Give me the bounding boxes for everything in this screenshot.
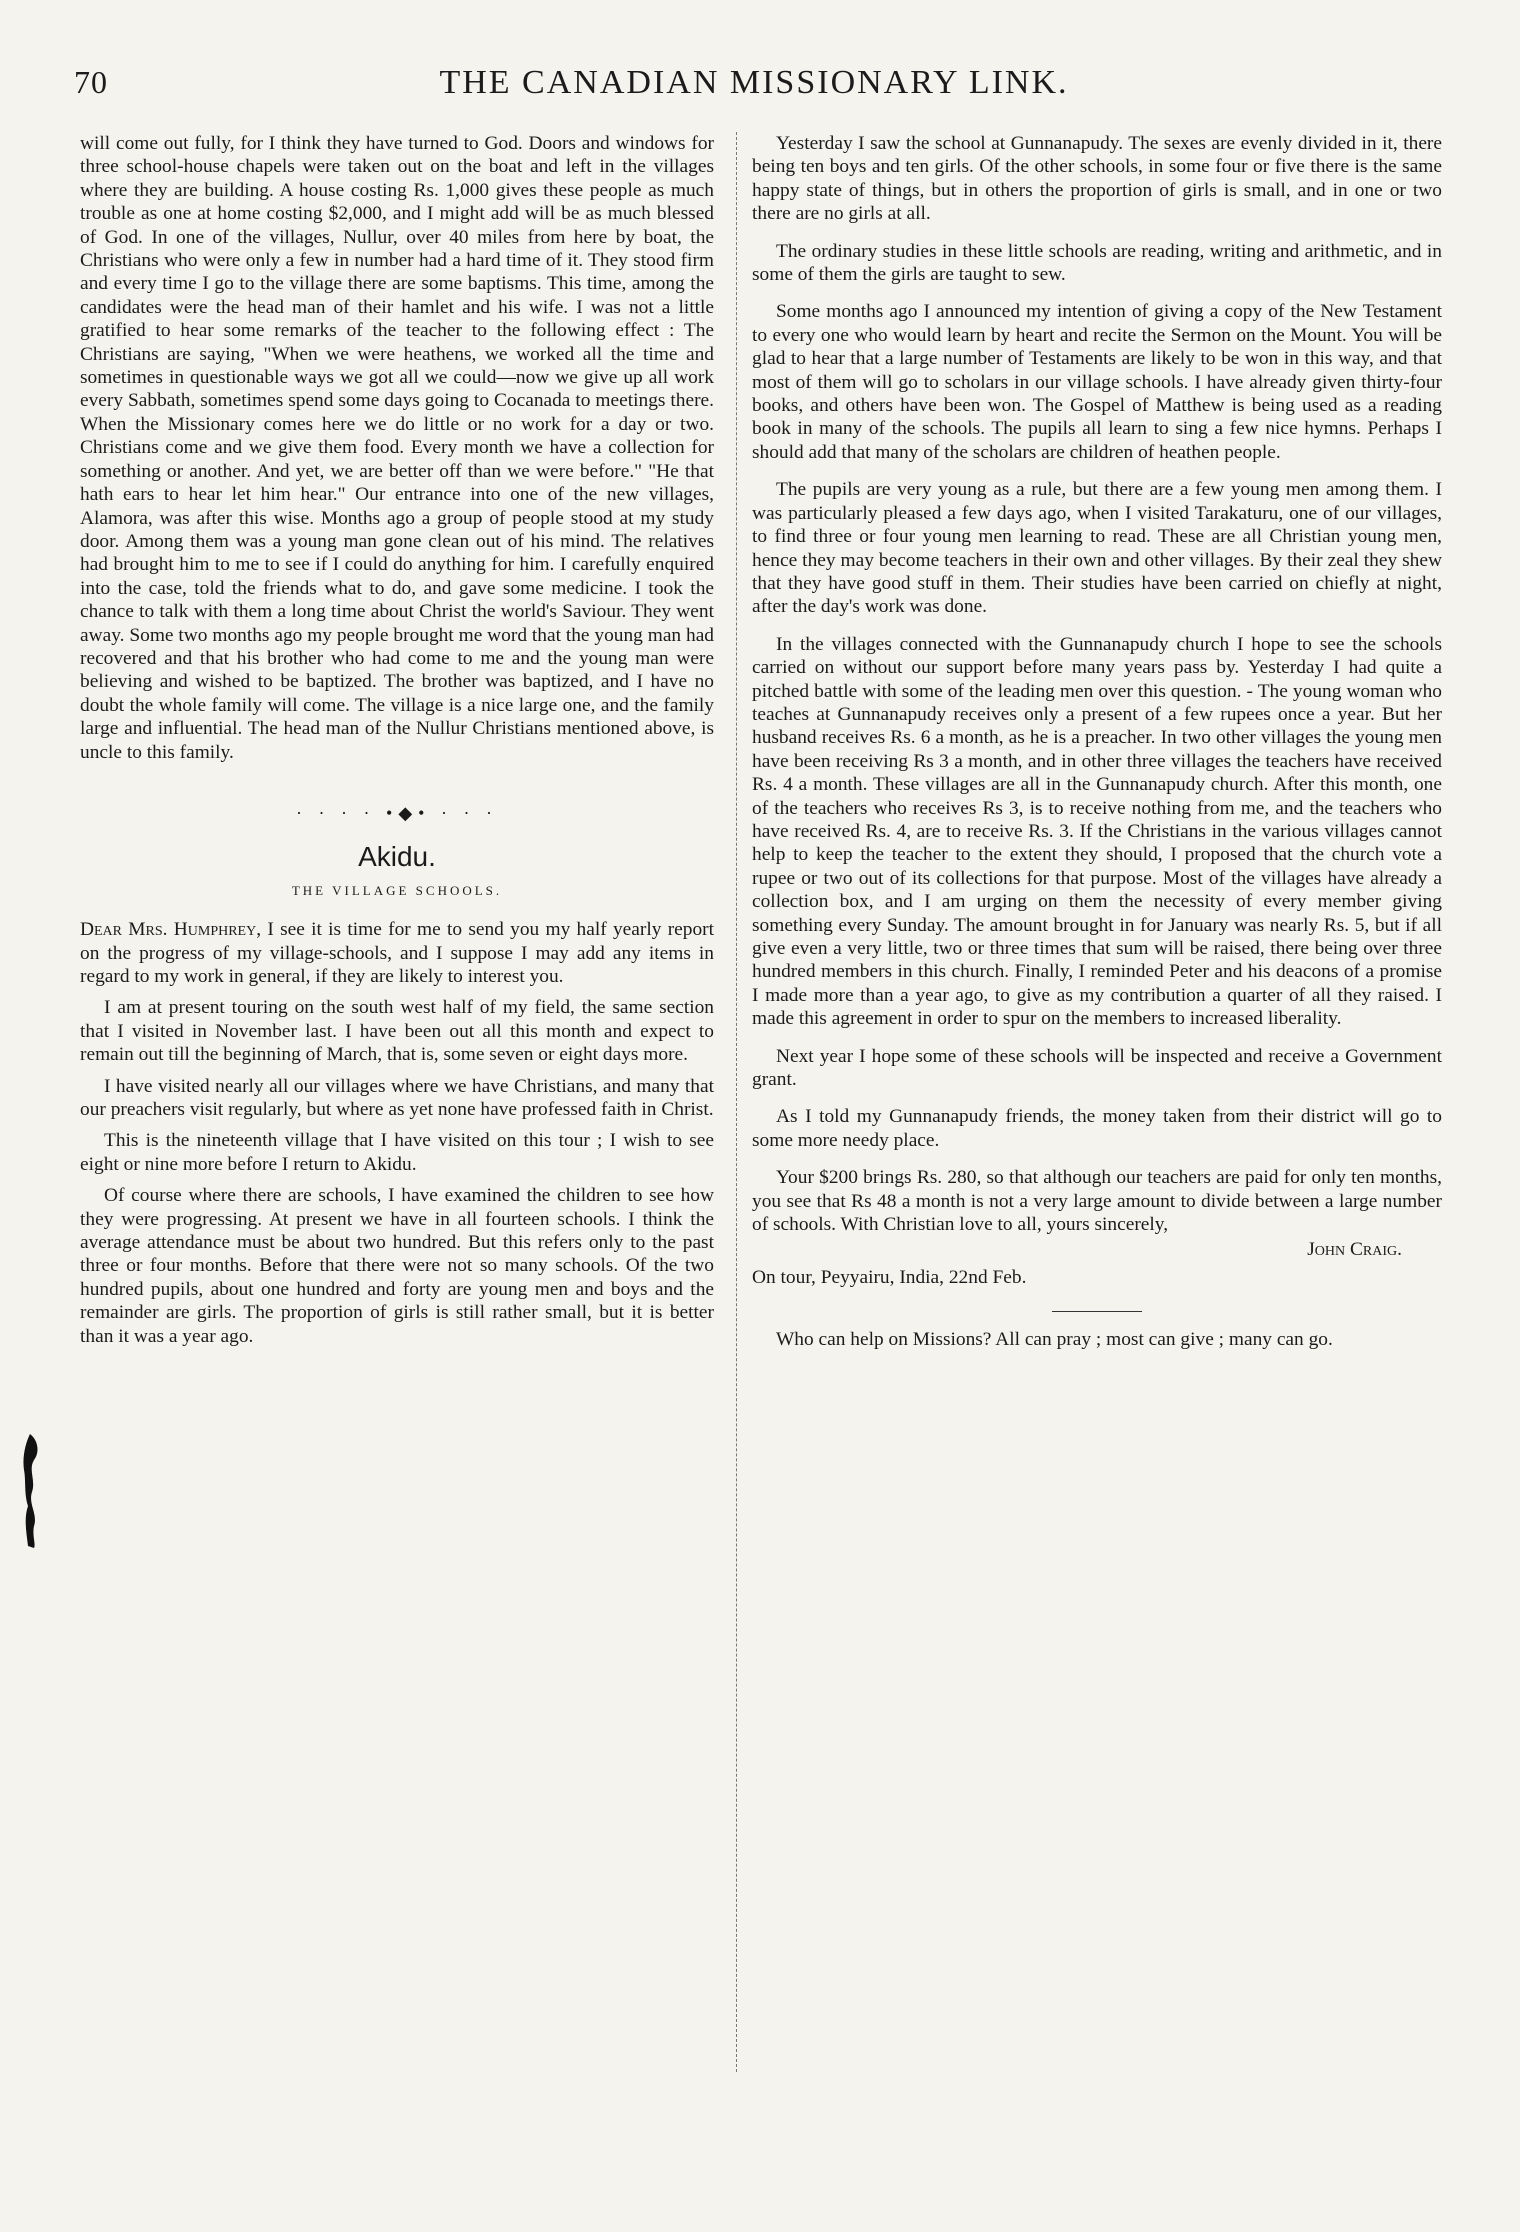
letter-paragraph: Some months ago I announced my intention of giving a copy of the New Testament to every one who would learn by heart and recite the Sermon on the Mount. You will be glad to hear that a large number of Testaments are likely to be won in this way, and that most of them will go to scholars in our village schools. I have already given thirty-four books, and others have been won. The Gospel of Matthew is being used as a reading book in many of the schools. The pupils all learn to sing a few nice hymns. Perhaps I should add that many of the scholars are children of heathen people. [752, 301, 1442, 463]
page-header [74, 64, 1434, 114]
letter-paragraph: I have visited nearly all our villages where we have Christians, and many that our preachers visit regularly, but where as yet none have professed faith in Christ. [80, 1075, 714, 1121]
letter-paragraph: Yesterday I saw the school at Gunnanapudy. The sexes are evenly divided in it, there being ten boys and ten girls. Of the other schools, in some four or five there is the same happy state of things, but in others the proportion of girls is small, and in one or two there are no girls at all. [752, 133, 1442, 225]
column-divider [736, 132, 737, 2072]
letter-paragraph: Of course where there are schools, I have examined the children to see how they were progressing. At present we have in all fourteen schools. I think the average attendance must be about two hundred. But this refers only to the past three or four months. Before that there were not so many schools. Of the two hundred pupils, about one hundred and forty are young men and boys and the remainder are girls. The proportion of girls is still rather small, but it is better than it was a year ago. [80, 1185, 714, 1347]
letter-paragraph [80, 918, 714, 988]
signature: John Craig. [1307, 1239, 1402, 1261]
letter-paragraph: The ordinary studies in these little schools are reading, writing and arithmetic, and in some of them the girls are taught to sew. [752, 240, 1442, 286]
right-column [752, 132, 1442, 1352]
letter-paragraph-text: I see it is time for me to send you my half yearly report on the progress of my village-schools, and I suppose I may add any items in regard to my work in general, if they are likely to interest you. [80, 919, 714, 987]
page-number: 70 [74, 64, 108, 100]
letter-paragraph: As I told my Gunnanapudy friends, the money taken from their district will go to some more needy place. [752, 1106, 1442, 1151]
continued-paragraph: will come out fully, for I think they have turned to God. Doors and windows for three school-house chapels were taken out on the boat and left in the villages where they are building. A house costing Rs. 1,000 gives these people as much trouble as one at home costing $2,000, and I might add will be as much blessed of God. In one of the villages, Nullur, over 40 miles from here by boat, the Christians who were only a few in number had a hard time of it. They stood firm and every time I go to the village there are some baptisms. This time, among the candidates were the head man of their hamlet and his wife. I was not a little gratified to hear some remarks of the teacher to the following effect : The Christians are saying, "When we were heathens, we worked all the time and sometimes in questionable ways we got all we could—now we give up all work every Sabbath, sometimes spend some days going to Cocanada to meetings there. When the Missionary comes here we do little or no work for a day or two. Christians come and we give them food. Every month we have a collection for something or another. And yet, we are better off than we were before." "He that hath ears to hear let him hear." Our entrance into one of the new villages, Alamora, was after this wise. Months ago a group of people stood at my study door. Among them was a young man gone clean out of his mind. The relatives had brought him to me to see if I could do anything for him. I carefully enquired into the case, told the friends what to do, and gave some medicine. I took the chance to talk with them a long time about Christ the world's Saviour. They went away. Some two months ago my people brought me word that the young man had recovered and that his brother who had come to me and the young man were believing and wished to be baptized. The brother was baptized, and I have no doubt the whole family will come. The village is a nice large one, and the family large and influential. The head man of the Nullur Christians mentioned above, is uncle to this family. [80, 133, 714, 763]
salutation: Dear Mrs. Humphrey, [80, 919, 262, 941]
dateline: On tour, Peyyairu, India, 22nd Feb. [752, 1266, 1027, 1288]
letter-paragraph: In the villages connected with the Gunnanapudy church I hope to see the schools carried on without our support before many years pass by. Yesterday I had quite a pitched battle with some of the leading men over this question. - The young woman who teaches at Gunnanapudy receives only a present of a few rupees once a year. But her husband receives Rs. 6 a month, as he is a preacher. In two other villages the young men have been receiving Rs 3 a month, and in other three villages the teachers have received Rs. 4 a month. These villages are all in the Gunnanapudy church. After this month, one of the teachers who receives Rs 3, is to receive nothing from me, and the teachers who have received Rs. 4, are to receive Rs. 3. If the Christians in the various villages cannot help to keep the teacher to the extent they should, I proposed that the church vote a rupee or two out of its collections for that purpose. Most of the villages have already a collection box, and I am urging on them the necessity of every member giving something every Sunday. The amount brought in for January was nearly Rs. 5, but if all give even a very little, two or three times that sum will be raised, there being over three hundred members in this church. Finally, I reminded Peter and his deacons of a promise I made more than a year ago, to give as my contribution a quarter of all they raised. I made this agreement in order to spur on the members to increased liberality. [752, 633, 1442, 1030]
letter-paragraph: This is the nineteenth village that I have visited on this tour ; I wish to see eight or nine more before I return to Akidu. [80, 1130, 714, 1175]
closing-line: Who can help on Missions? All can pray ; most can give ; many can go. [776, 1329, 1333, 1351]
letter-paragraph: Your $200 brings Rs. 280, so that although our teachers are paid for only ten months, you see that Rs 48 a month is not a very large amount to divide between a large number of schools. With Christian love to all, yours sincerely, [752, 1167, 1442, 1236]
closing-rule [1052, 1311, 1142, 1312]
left-column [80, 132, 714, 1348]
letter-paragraph: I am at present touring on the south west half of my field, the same section that I visited in November last. I have been out all this month and expect to remain out till the beginning of March, that is, some seven or eight days more. [80, 997, 714, 1066]
section-ornament: · · · · •◆• · · · [296, 802, 498, 823]
section-title: Akidu. [358, 841, 436, 873]
section-subtitle: THE VILLAGE SCHOOLS. [291, 882, 503, 898]
letter-paragraph: The pupils are very young as a rule, but there are a few young men among them. I was particularly pleased a few days ago, when I visited Tarakaturu, one of our villages, to find three or four young men learning to read. These are all Christian young men, hence they may become teachers in their own and other villages. By their zeal they shew that they have good stuff in them. Their studies have been carried on chiefly at night, after the day's work was done. [752, 479, 1442, 618]
ink-smudge [22, 1430, 52, 1550]
publication-title: THE CANADIAN MISSIONARY LINK. [439, 64, 1069, 101]
letter-paragraph: Next year I hope some of these schools will be inspected and receive a Government grant. [752, 1045, 1442, 1091]
